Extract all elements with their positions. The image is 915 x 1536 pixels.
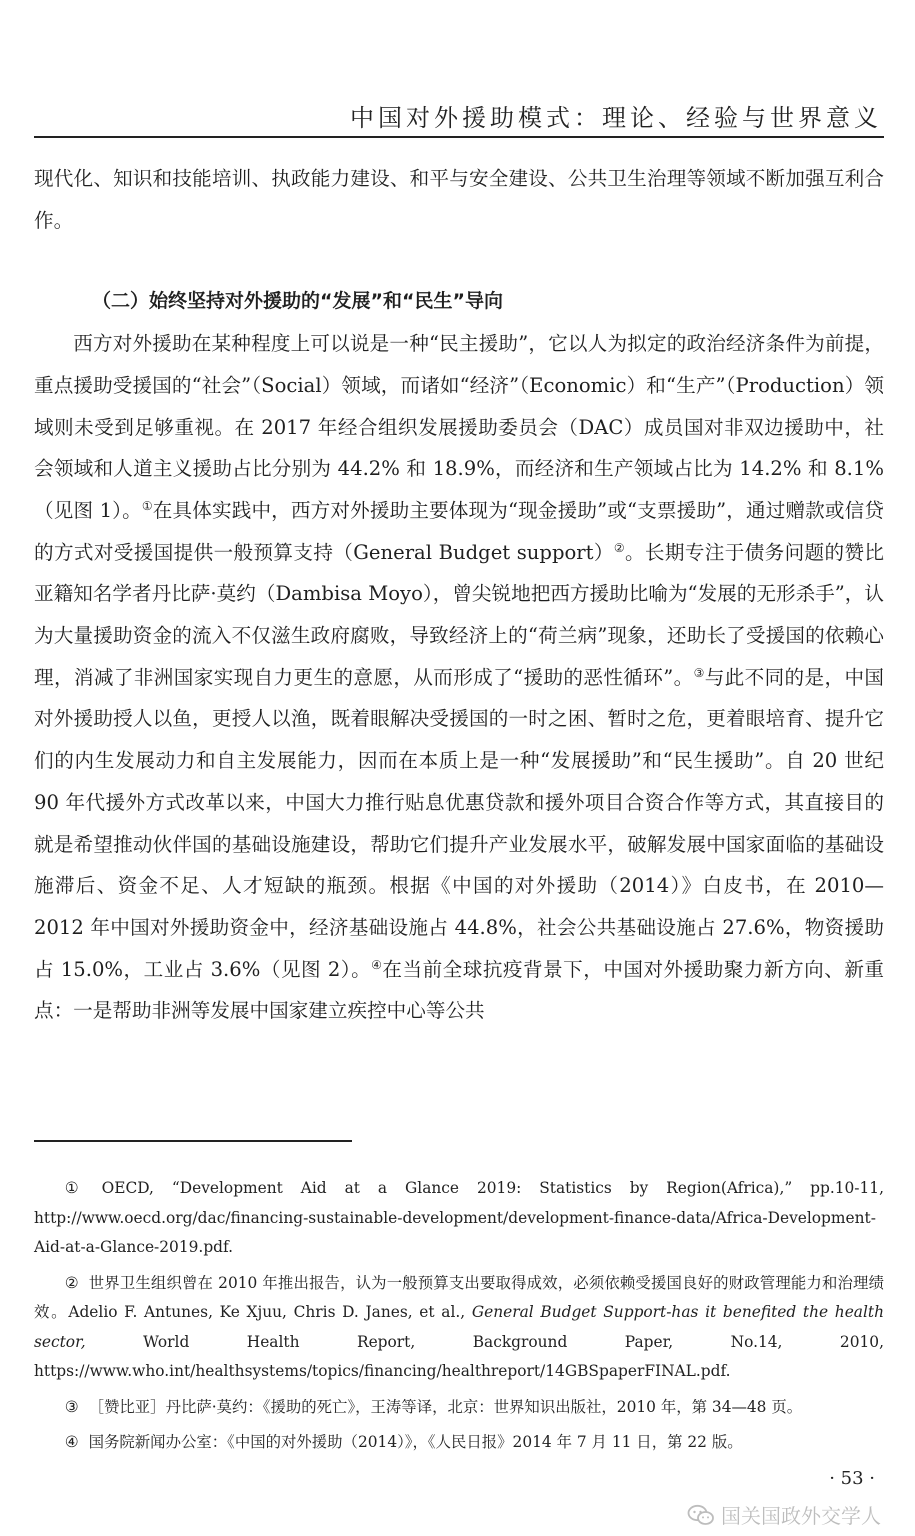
running-header-title: 中国对外援助模式：理论、经验与世界意义: [350, 104, 882, 132]
footnote-1: [34, 1174, 884, 1263]
watermark: [687, 1500, 881, 1529]
footnote-text: World Health Report, Background Paper, No.14, 2010, https://www.who.int/healthsystems/topics/financing/healthreport/14GBSpaperFINAL.pdf.: [34, 1332, 884, 1380]
footnotes: [34, 1174, 884, 1464]
body-text: [34, 158, 884, 1032]
footnote-divider: [34, 1140, 352, 1142]
page-number: · 53 ·: [829, 1468, 875, 1489]
footnote-ref-1[interactable]: ①: [141, 498, 153, 513]
paragraph-main: [34, 323, 884, 1032]
footnote-2: [34, 1269, 884, 1387]
paragraph-text: 西方对外援助在某种程度上可以说是一种“民主援助”，它以人为拟定的政治经济条件为前提，重点援助受援国的“社会”（Social）领域，而诸如“经济”（Economic）和“生产”（Production）领域则未受到足够重视。在 2017 年经合组织发展援助委员会（DAC）成员国对非双边援助中，社会领域和人道主义援助占比分别为 44.2% 和 18.9%，而经济和生产领域占比为 14.2% 和 8.1%（见图 1）。: [34, 332, 884, 522]
footnote-text: OECD, “Development Aid at a Glance 2019: Statistics by Region(Africa),” pp.10-11, http://www.oecd.org/dac/financing-sustainable-development/development-finance-data/Africa-Development-Aid-at-a-Glance-2019.pdf.: [34, 1179, 884, 1256]
footnote-4: [34, 1428, 884, 1458]
paragraph-text: 在具体实践中，西方对外援助主要体现为“现金援助”或“支票援助”，通过赠款或信贷的方式对受援国提供一般预算支持（General Budget support）: [34, 498, 884, 564]
paragraph-text: 。长期专注于债务问题的赞比亚籍知名学者丹比萨·莫约（Dambisa Moyo），曾尖锐地把西方援助比喻为“发展的无形杀手”，认为大量援助资金的流入不仅滋生政府腐败，导致经济上的“荷兰病”现象，还助长了受援国的依赖心理，消减了非洲国家实现自力更生的意愿，从而形成了“援助的恶性循环”。: [34, 540, 884, 689]
footnote-number: ②: [64, 1273, 79, 1292]
footnote-ref-2[interactable]: ②: [613, 540, 625, 555]
paragraph-continuation: 现代化、知识和技能培训、执政能力建设、和平与安全建设、公共卫生治理等领域不断加强互利合作。: [34, 167, 884, 232]
watermark-text: 国关国政外交学人: [721, 1504, 881, 1528]
footnote-ref-4[interactable]: ④: [371, 957, 383, 972]
footnote-number: ①: [64, 1179, 92, 1197]
paragraph-text: 在当前全球抗疫背景下，中国对外援助聚力新方向、新重点：一是帮助非洲等发展中国家建立疾控中心等公共: [34, 957, 885, 1023]
paragraph-text: 与此不同的是，中国对外援助授人以鱼，更授人以渔，既着眼解决受援国的一时之困、暂时之危，更着眼培育、提升它们的内生发展动力和自主发展能力，因而在本质上是一种“发展援助”和“民生援助”。自 20 世纪 90 年代援外方式改革以来，中国大力推行贴息优惠贷款和援外项目合资合作等方式，其直接目的就是希望推动伙伴国的基础设施建设，帮助它们提升产业发展水平，破解发展中国家面临的基础设施滞后、资金不足、人才短缺的瓶颈。根据《中国的对外援助（2014）》白皮书，在 2010—2012 年中国对外援助资金中，经济基础设施占 44.8%，社会公共基础设施占 27.6%，物资援助占 15.0%，工业占 3.6%（见图 2）。: [34, 665, 884, 981]
running-header: [34, 92, 884, 138]
footnote-text: ［赞比亚］丹比萨·莫约：《援助的死亡》，王涛等译，北京：世界知识出版社，2010 年，第 34—48 页。: [88, 1397, 803, 1416]
footnote-ref-3[interactable]: ③: [693, 665, 705, 680]
footnote-number: ④: [64, 1433, 79, 1451]
footnote-3: [34, 1393, 884, 1423]
footnote-text: 世界卫生组织曾在 2010 年推出报告，认为一般预算支出要取得成效，必须依赖受援国良好的财政管理能力和治理绩效。Adelio F. Antunes, Ke Xjuu, Chris D. Janes, et al.,: [34, 1273, 884, 1321]
footnote-text: 国务院新闻办公室：《中国的对外援助（2014）》，《人民日报》2014 年 7 月 11 日，第 22 版。: [88, 1433, 743, 1451]
wechat-icon: [687, 1504, 715, 1526]
section-heading: （二）始终坚持对外援助的“发展”和“民生”导向: [92, 290, 503, 313]
footnote-italic-title: General Budget Support-has it benefited the health sector,: [34, 1303, 885, 1351]
footnote-number: ③: [64, 1397, 79, 1416]
